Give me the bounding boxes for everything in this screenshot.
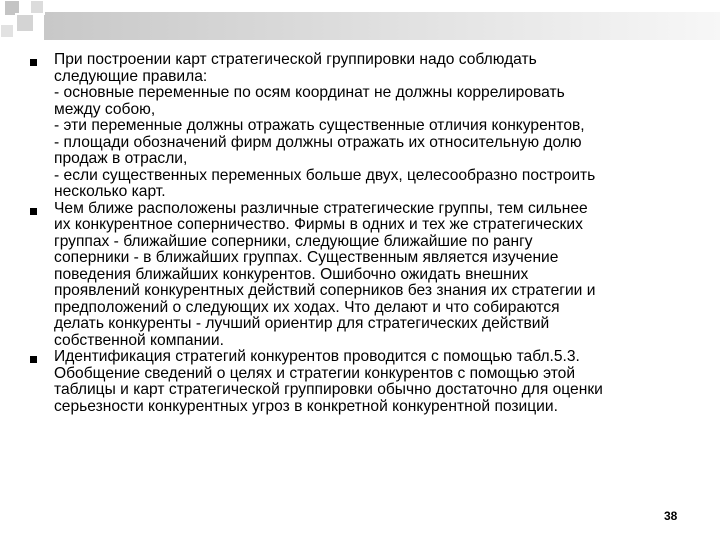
bullet-text-line: Чем ближе расположены различные стратегические группы, тем сильнее [54,199,588,217]
bullet-item [24,201,692,350]
bullet-text-line: соперники - в ближайших группах. Существенным является изучение [54,249,559,266]
bullet-text-line: собственной компании. [54,331,224,349]
bullet-text-line: Идентификация стратегий конкурентов проводится с помощью табл.5.3. [54,348,580,365]
deco-square [30,0,44,14]
bullet-text-line: их конкурентное соперничество. Фирмы в одних и тех же стратегических [54,216,583,233]
deco-square [16,14,34,32]
bullet-text-line: - площади обозначений фирм должны отражать их относительную долю [54,133,582,151]
bullet-text-line: - основные переменные по осям координат не должны коррелировать [54,84,565,101]
header-band [44,12,720,40]
bullet-text-line: делать конкуренты - лучший ориентир для стратегических действий [54,315,550,332]
bullet-text-line: несколько карт. [54,183,166,200]
header-decoration [0,0,720,48]
square-bullet-icon [30,356,37,363]
bullet-text-line: поведения ближайших конкурентов. Ошибочно ожидать внешних [54,265,529,283]
bullet-text-line: продаж в отрасли, [54,150,188,167]
bullet-text-line: Обобщение сведений о целях и стратегии конкурентов с помощью этой [54,364,576,382]
bullet-text-line: - если существенных переменных больше двух, целесообразно построить [54,166,596,184]
bullet-text-line: серьезности конкурентных угроз в конкретной конкурентной позиции. [54,397,558,415]
bullet-item [24,52,692,201]
square-bullet-icon [30,59,37,66]
bullet-text-line: проявлений конкурентных действий соперников без знания их стратегии и [54,282,596,299]
square-bullet-icon [30,208,37,215]
bullet-text-line: между собою, [54,100,156,118]
bullet-item [24,349,692,415]
bullet-text-line: При построении карт стратегической группировки надо соблюдать [54,51,537,68]
bullet-list [24,52,692,415]
bullet-text-line: таблицы и карт стратегической группировки обычно достаточно для оценки [54,381,603,398]
bullet-text-line: группах - ближайшие соперники, следующие ближайшие по рангу [54,232,533,250]
bullet-text-line: следующие правила: [54,67,208,85]
deco-square [0,24,14,38]
bullet-text-line: предположений о следующих их ходах. Что делают и что собираются [54,298,560,316]
bullet-text-line: - эти переменные должны отражать существенные отличия конкурентов, [54,117,585,134]
page-number: 38 [664,509,678,523]
